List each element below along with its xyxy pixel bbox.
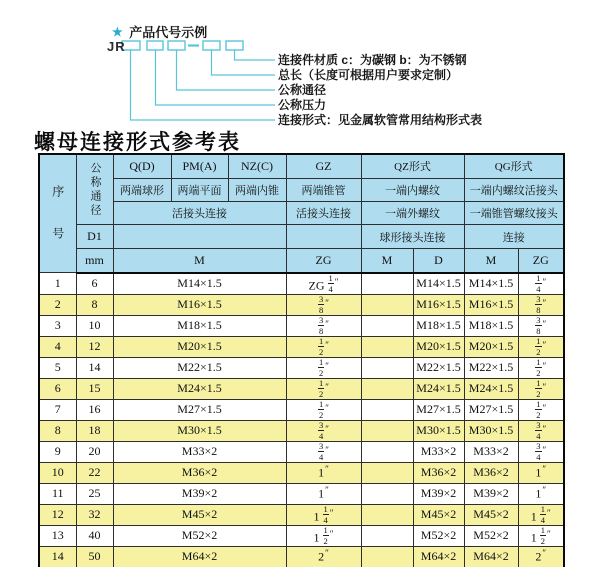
cell-dn: 20 <box>76 441 113 462</box>
header-pm-desc: 两端平面 <box>171 178 228 201</box>
star-icon: ★ <box>112 25 123 39</box>
cell-m: M16×1.5 <box>113 294 286 315</box>
header-row-4 <box>39 225 564 248</box>
code-slot-box <box>203 41 220 50</box>
cell-dn: 18 <box>76 420 113 441</box>
header-gz-unit: ZG <box>286 248 361 272</box>
cell-no: 9 <box>39 441 76 462</box>
cell-dn: 16 <box>76 399 113 420</box>
cell-m: M22×1.5 <box>113 357 286 378</box>
header-pm: PM(A) <box>171 154 228 178</box>
cell-qg-m: M33×2 <box>464 441 518 462</box>
cell-no: 4 <box>39 336 76 357</box>
header-mm: mm <box>76 248 113 272</box>
table-body <box>39 273 564 567</box>
table-row <box>39 273 564 295</box>
cell-m: M20×1.5 <box>113 336 286 357</box>
header-gz-desc: 两端锥管 <box>286 178 361 201</box>
cell-qz-d: M24×1.5 <box>413 378 464 399</box>
cell-m: M52×2 <box>113 525 286 546</box>
header-m-unit: M <box>113 248 286 272</box>
cell-qz-m <box>361 441 413 462</box>
cell-m: M64×2 <box>113 546 286 567</box>
cell-qz-d: M30×1.5 <box>413 420 464 441</box>
cell-qg-m: M36×2 <box>464 462 518 483</box>
header-row-3 <box>39 202 564 225</box>
cell-gz: $\frac{3}{4}$ ″ <box>286 441 361 462</box>
cell-m: M24×1.5 <box>113 378 286 399</box>
cell-no: 2 <box>39 294 76 315</box>
cell-qz-m <box>361 273 413 295</box>
header-qz-desc2: 一端外螺纹 <box>361 202 464 225</box>
cell-dn: 15 <box>76 378 113 399</box>
cell-qg-m: M20×1.5 <box>464 336 518 357</box>
cell-gz: $\frac{1}{2}$ ″ <box>286 336 361 357</box>
cell-no: 5 <box>39 357 76 378</box>
cell-qz-d: M39×2 <box>413 483 464 504</box>
table-row <box>39 462 564 483</box>
cell-qz-d: M22×1.5 <box>413 357 464 378</box>
header-qg-desc1: 一端内螺纹活接头 <box>464 178 564 201</box>
cell-qg-zg: $\frac{3}{4}$ ″ <box>518 441 564 462</box>
cell-qg-zg: $\frac{1}{2}$ ″ <box>518 336 564 357</box>
cell-dn: 50 <box>76 546 113 567</box>
cell-qg-m: M27×1.5 <box>464 399 518 420</box>
cell-qg-m: M45×2 <box>464 504 518 525</box>
cell-qz-m <box>361 525 413 546</box>
table-row <box>39 357 564 378</box>
connector-line <box>212 50 276 75</box>
header-row-5 <box>39 248 564 272</box>
table-row <box>39 294 564 315</box>
cell-qz-m <box>361 315 413 336</box>
cell-m: M30×1.5 <box>113 420 286 441</box>
cell-gz: 1 $\frac{1}{2}$ ″ <box>286 525 361 546</box>
code-slot-box <box>226 41 243 50</box>
connector-line <box>235 50 276 60</box>
cell-qz-m <box>361 294 413 315</box>
table-row <box>39 399 564 420</box>
cell-no: 10 <box>39 462 76 483</box>
code-slot-box <box>147 41 163 50</box>
header-qz-m: M <box>361 248 413 272</box>
cell-qg-zg: $\frac{1}{2}$ ″ <box>518 357 564 378</box>
cell-gz: $\frac{1}{2}$ ″ <box>286 378 361 399</box>
cell-m: M45×2 <box>113 504 286 525</box>
cell-qg-zg: $\frac{3}{8}$ ″ <box>518 294 564 315</box>
cell-qz-d: M64×2 <box>413 546 464 567</box>
cell-dn: 32 <box>76 504 113 525</box>
header-row-1 <box>39 154 564 178</box>
cell-gz: $\frac{1}{2}$ ″ <box>286 399 361 420</box>
header-nominal-diameter: 公称通径 <box>76 154 113 225</box>
header-gz-conn: 活接头连接 <box>286 202 361 225</box>
table-row <box>39 336 564 357</box>
cell-no: 14 <box>39 546 76 567</box>
header-gz: GZ <box>286 154 361 178</box>
cell-qg-m: M52×2 <box>464 525 518 546</box>
label-connection-form: 连接形式：见金属软管常用结构形式表 <box>278 113 483 127</box>
label-connector-material: 连接件材质 c：为碳钢 b：为不锈钢 <box>278 53 467 67</box>
header-qg-desc2: 一端锥管螺纹接头 <box>464 202 564 225</box>
header-qg-conn: 连接 <box>464 225 564 248</box>
cell-no: 7 <box>39 399 76 420</box>
header-blank-cell <box>113 225 286 248</box>
product-code-prefix: JR <box>107 39 126 54</box>
cell-no: 11 <box>39 483 76 504</box>
table-row <box>39 420 564 441</box>
table-row <box>39 441 564 462</box>
cell-m: M33×2 <box>113 441 286 462</box>
cell-qz-m <box>361 504 413 525</box>
cell-m: M39×2 <box>113 483 286 504</box>
header-qg-m: M <box>464 248 518 272</box>
table-row <box>39 483 564 504</box>
cell-qz-m <box>361 357 413 378</box>
cell-qz-m <box>361 378 413 399</box>
cell-dn: 14 <box>76 357 113 378</box>
cell-qz-m <box>361 462 413 483</box>
cell-qg-m: M22×1.5 <box>464 357 518 378</box>
cell-qz-d: M16×1.5 <box>413 294 464 315</box>
cell-qz-m <box>361 546 413 567</box>
cell-dn: 10 <box>76 315 113 336</box>
cell-qz-d: M36×2 <box>413 462 464 483</box>
table-row <box>39 546 564 567</box>
cell-m: M14×1.5 <box>113 273 286 295</box>
header-qg: QG形式 <box>464 154 564 178</box>
cell-qg-zg: 2″ <box>518 546 564 567</box>
label-nominal-diameter: 公称通径 <box>278 83 327 97</box>
cell-qz-d: M14×1.5 <box>413 273 464 295</box>
cell-dn: 8 <box>76 294 113 315</box>
cell-dn: 25 <box>76 483 113 504</box>
nut-connection-table <box>38 153 565 567</box>
header-qz-desc1: 一端内螺纹 <box>361 178 464 201</box>
header-qz-conn: 球形接头连接 <box>361 225 464 248</box>
cell-qz-d: M33×2 <box>413 441 464 462</box>
cell-qz-d: M20×1.5 <box>413 336 464 357</box>
cell-no: 1 <box>39 273 76 295</box>
cell-qz-d: M27×1.5 <box>413 399 464 420</box>
cell-m: M36×2 <box>113 462 286 483</box>
cell-gz: $\frac{1}{2}$ ″ <box>286 357 361 378</box>
cell-dn: 6 <box>76 273 113 295</box>
header-row-2 <box>39 178 564 201</box>
header-nz-desc: 两端内锥 <box>228 178 286 201</box>
cell-qg-m: M16×1.5 <box>464 294 518 315</box>
cell-no: 6 <box>39 378 76 399</box>
table-header <box>39 154 564 273</box>
cell-qg-m: M14×1.5 <box>464 273 518 295</box>
code-slot-box <box>168 41 185 50</box>
cell-qg-zg: 1 $\frac{1}{4}$ ″ <box>518 504 564 525</box>
header-d1: D1 <box>76 225 113 248</box>
cell-qg-m: M30×1.5 <box>464 420 518 441</box>
cell-gz: 1″ <box>286 462 361 483</box>
label-nominal-pressure: 公称压力 <box>278 98 327 112</box>
cell-qz-d: M45×2 <box>413 504 464 525</box>
diagram-heading-text: 产品代号示例 <box>129 25 208 40</box>
cell-qg-zg: 1″ <box>518 462 564 483</box>
cell-no: 3 <box>39 315 76 336</box>
cell-qz-d: M52×2 <box>413 525 464 546</box>
cell-qz-d: M18×1.5 <box>413 315 464 336</box>
label-total-length: 总长（长度可根据用户要求定制） <box>278 68 459 82</box>
page-title: 螺母连接形式参考表 <box>34 129 241 154</box>
cell-no: 13 <box>39 525 76 546</box>
table-row <box>39 525 564 546</box>
cell-qg-m: M64×2 <box>464 546 518 567</box>
diagram-heading <box>112 22 207 42</box>
cell-gz: $\frac{3}{8}$ ″ <box>286 294 361 315</box>
cell-gz: $\frac{3}{8}$ ″ <box>286 315 361 336</box>
cell-qz-m <box>361 336 413 357</box>
table-row <box>39 315 564 336</box>
cell-qg-zg: $\frac{3}{4}$ ″ <box>518 420 564 441</box>
header-q: Q(D) <box>113 154 171 178</box>
cell-qg-zg: $\frac{1}{4}$ ″ <box>518 273 564 295</box>
header-union-conn: 活接头连接 <box>113 202 286 225</box>
cell-gz: 2″ <box>286 546 361 567</box>
connector-line <box>177 50 276 90</box>
cell-qz-m <box>361 399 413 420</box>
header-seq: 序号 <box>39 154 76 273</box>
cell-qz-m <box>361 420 413 441</box>
cell-qg-m: M24×1.5 <box>464 378 518 399</box>
cell-qz-m <box>361 483 413 504</box>
cell-m: M27×1.5 <box>113 399 286 420</box>
header-nz: NZ(C) <box>228 154 286 178</box>
cell-gz: ZG $\frac{1}{4}$ ″ <box>286 273 361 295</box>
header-q-desc: 两端球形 <box>113 178 171 201</box>
cell-gz: 1 $\frac{1}{4}$ ″ <box>286 504 361 525</box>
cell-qg-zg: 1 $\frac{1}{2}$ ″ <box>518 525 564 546</box>
table-row <box>39 378 564 399</box>
cell-dn: 12 <box>76 336 113 357</box>
cell-gz: $\frac{3}{4}$ ″ <box>286 420 361 441</box>
connector-line <box>156 50 276 105</box>
cell-qg-zg: 1″ <box>518 483 564 504</box>
header-qz-d: D <box>413 248 464 272</box>
cell-qg-m: M18×1.5 <box>464 315 518 336</box>
cell-no: 8 <box>39 420 76 441</box>
cell-qg-zg: $\frac{3}{8}$ ″ <box>518 315 564 336</box>
header-qg-zg: ZG <box>518 248 564 272</box>
header-qz: QZ形式 <box>361 154 464 178</box>
cell-dn: 40 <box>76 525 113 546</box>
cell-dn: 22 <box>76 462 113 483</box>
cell-no: 12 <box>39 504 76 525</box>
cell-gz: 1″ <box>286 483 361 504</box>
cell-qg-zg: $\frac{1}{2}$ ″ <box>518 378 564 399</box>
cell-qg-zg: $\frac{1}{2}$ ″ <box>518 399 564 420</box>
table-row <box>39 504 564 525</box>
header-blank-cell <box>286 225 361 248</box>
cell-m: M18×1.5 <box>113 315 286 336</box>
cell-qg-m: M39×2 <box>464 483 518 504</box>
